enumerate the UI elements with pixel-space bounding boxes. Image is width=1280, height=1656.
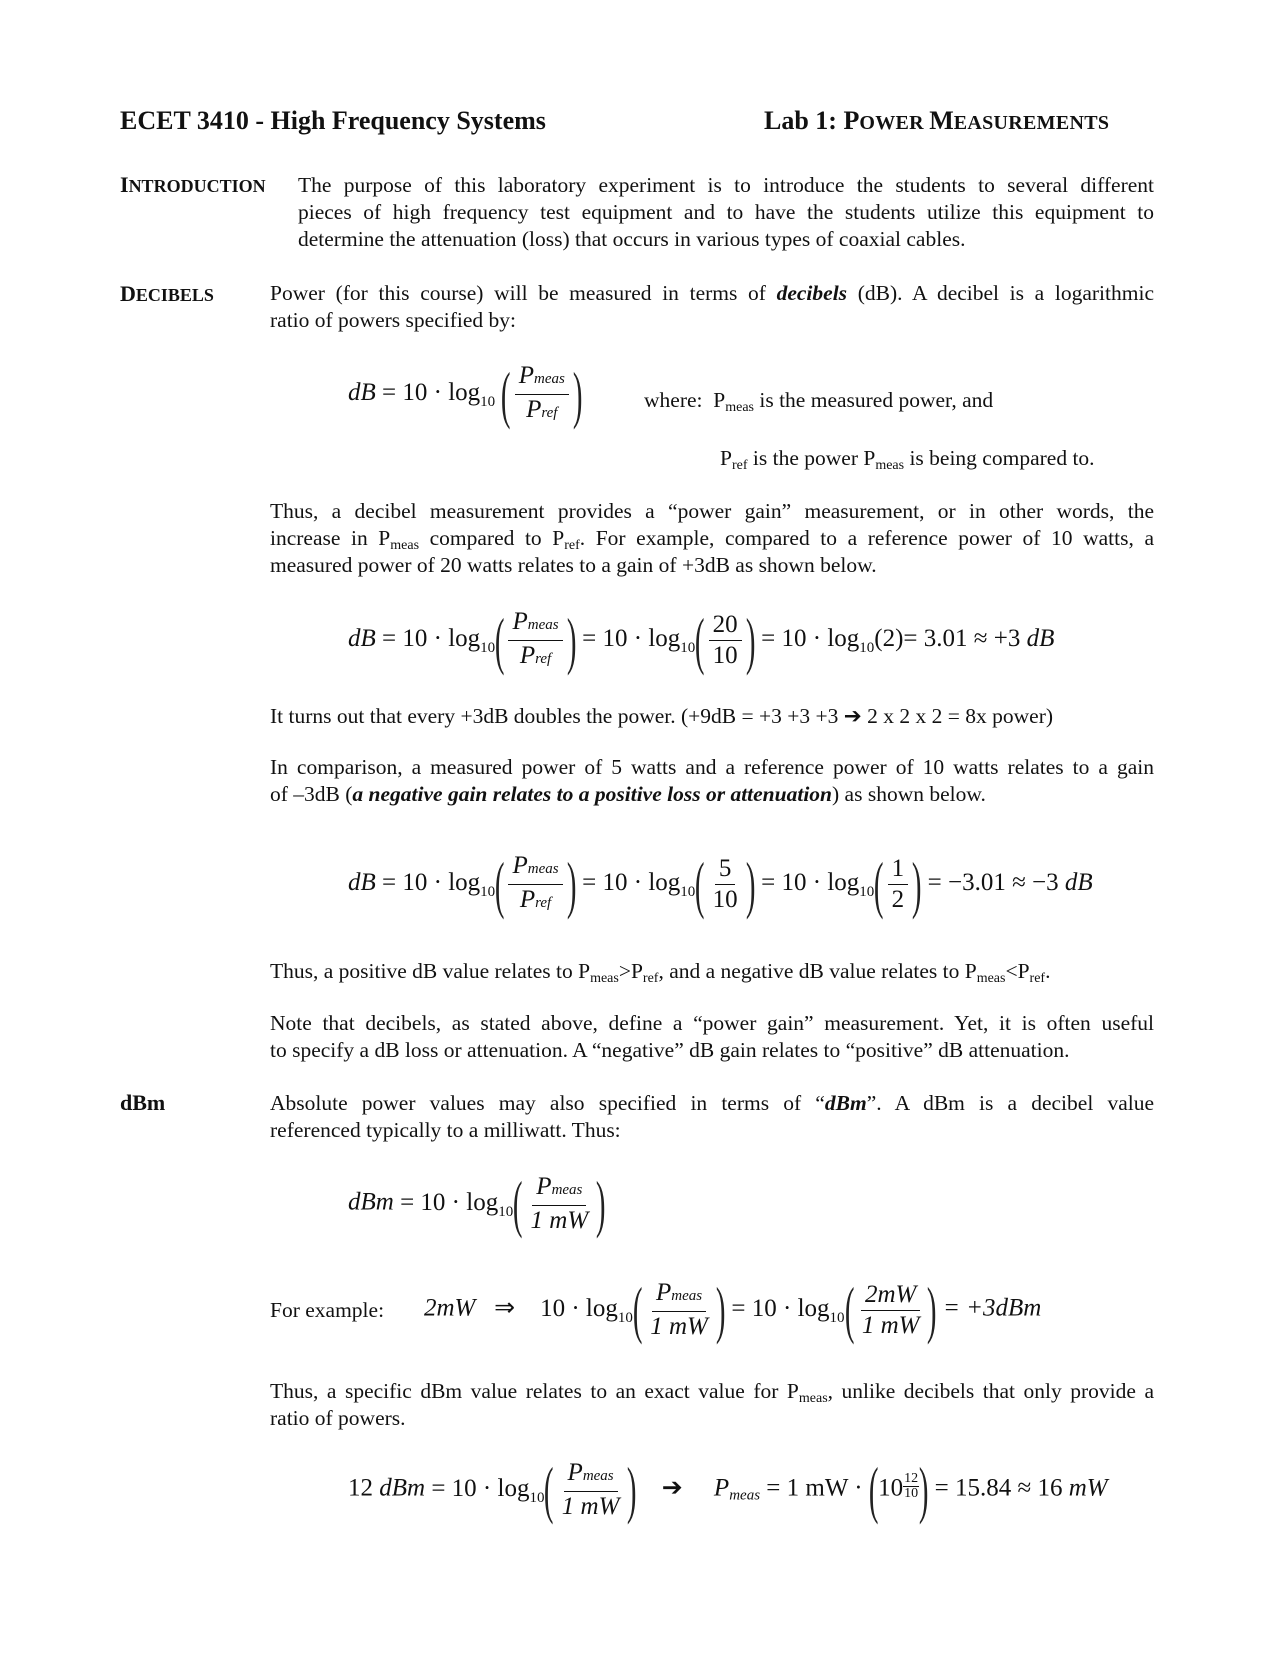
pos-sub3: meas <box>976 971 1006 986</box>
dbm-thus-b: , unlike decibels that only provide a <box>827 1379 1154 1403</box>
eq1-two: 2 <box>882 625 896 653</box>
lab-title-m: M <box>929 106 954 135</box>
eq4-result: = +3dBm <box>943 1294 1042 1322</box>
decibels-rest: ECIBELS <box>135 285 214 305</box>
positive-negative-line <box>270 958 1050 985</box>
eq2-unit: dB <box>1064 869 1093 897</box>
right-paren: ) <box>927 1274 937 1345</box>
eq5-exponent <box>903 1472 919 1501</box>
right-paren: ) <box>627 1454 637 1525</box>
eq2-frac-1-2 <box>888 855 909 914</box>
pos-d: <P <box>1005 959 1030 983</box>
eq2-base2: 10 <box>680 884 696 901</box>
left-paren: ( <box>495 604 505 676</box>
pref-sub: ref <box>731 458 748 473</box>
section-introduction-label <box>120 172 266 198</box>
decibels-line1-a: Power (for this course) will be measured in terms of <box>270 281 777 305</box>
eq4-den2: 1 mW <box>861 1311 920 1339</box>
lab-title-ower: OWER <box>859 112 930 134</box>
eq4-base2: 10 <box>829 1309 845 1326</box>
left-paren: ( <box>844 1274 854 1345</box>
right-paren: ) <box>918 1454 929 1525</box>
eq-log <box>382 379 496 411</box>
left-paren: ( <box>495 848 505 920</box>
thus-gain-paragraph <box>270 498 1154 579</box>
pref-p: P <box>720 446 732 470</box>
eq1-den: 10 <box>712 642 738 669</box>
where-line <box>644 387 993 414</box>
fraction-pmeas-pref <box>515 362 569 427</box>
decibels-line2: ratio of powers specified by: <box>270 308 516 332</box>
thus1-line2-b: compared to P <box>419 526 565 550</box>
eq2-end: = −3.01 ≈ −3 <box>927 869 1065 897</box>
eq2-num2: 1 <box>888 855 909 885</box>
intro-line2: pieces of high frequency test equipment and to have the students utilize this equipment to <box>298 200 1154 224</box>
p-symbol: P <box>655 1279 672 1306</box>
intro-line1: The purpose of this laboratory experiment is to introduce the students to several different <box>298 173 1154 197</box>
equation-12dbm <box>348 1454 1108 1525</box>
pref-mid: is the power P <box>747 446 876 470</box>
doubles-line: It turns out that every +3dB doubles the power. (+9dB = +3 +3 +3 ➔ 2 x 2 x 2 = 8x power) <box>270 704 1054 728</box>
section-dbm-label: dBm <box>120 1090 166 1115</box>
decibels-line1 <box>270 280 1154 307</box>
eq5-final: = 15.84 ≈ 16 <box>934 1474 1069 1502</box>
intro-line3: determine the attenuation (loss) that occurs in various types of coaxial cables. <box>298 227 966 251</box>
thus1-line1: Thus, a decibel measurement provides a “power gain” measurement, or in other words, the <box>270 499 1154 523</box>
decibels-line1-c: (dB). A decibel is a logarithmic <box>847 281 1154 305</box>
eq1-frac-20-10 <box>709 611 742 670</box>
eq5-den: 1 mW <box>561 1493 620 1520</box>
right-paren: ) <box>572 358 583 430</box>
eq-db-lhs: dB <box>348 379 376 407</box>
eq2-frac-p <box>508 852 562 917</box>
left-paren: ( <box>632 1274 643 1345</box>
thus1-line2 <box>270 525 1154 552</box>
course-title: ECET 3410 - High Frequency Systems <box>120 106 546 135</box>
eq5-ten: 10 <box>878 1474 904 1502</box>
eq5-dbm: dBm <box>379 1474 426 1502</box>
eq4-frac-p <box>646 1279 712 1341</box>
pref-sub2: meas <box>875 458 905 473</box>
decibels-intro <box>270 280 1154 334</box>
thus1-line2-a: increase in P <box>270 526 391 550</box>
equation-plus3db: dB = $10 \cdot \log_{10}$( $\frac{\text{Pmeas}}{\text{Pref}}$ ) = $10 \cdot \log_{10}$( $\frac{20}{10}$ ) = $10 \cdot \log_{10}(2)= 3.01 \approx +3$ dB <box>348 604 1055 676</box>
note-line2: to specify a dB loss or attenuation. A “negative” dB gain relates to “positive” dB attenuation. <box>270 1038 1070 1062</box>
equation-dbm-definition <box>348 1168 606 1239</box>
eq-ten-log: = 10 · log <box>382 379 481 407</box>
p-symbol: P <box>519 886 536 913</box>
eq4-ten-log: 10 · log <box>540 1294 618 1322</box>
right-paren: ) <box>911 848 922 920</box>
right-paren: ) <box>745 604 756 676</box>
intro-i: I <box>120 172 129 197</box>
eq4-den: 1 mW <box>650 1313 708 1340</box>
compare-line2-c: ) as shown below. <box>832 782 986 806</box>
eq5-frac <box>558 1459 624 1521</box>
ref-sub: ref <box>535 895 552 911</box>
eq2-base: 10 <box>480 884 496 901</box>
where-rest: is the measured power, and <box>753 388 994 412</box>
eq4-base: 10 <box>617 1309 633 1326</box>
meas-sub: meas <box>551 1182 583 1198</box>
dbm-intro <box>270 1090 1154 1144</box>
meas-sub: meas <box>582 1468 614 1484</box>
dbm-thus-line1 <box>270 1378 1154 1405</box>
eq1-base: 10 <box>480 640 496 657</box>
meas-sub: meas <box>671 1288 703 1304</box>
left-paren: ( <box>874 848 884 920</box>
p-symbol: P <box>536 1173 552 1200</box>
eq2-frac-5-10 <box>709 855 742 914</box>
eq1-base2: 10 <box>680 640 696 657</box>
lab-title-easurements: EASUREMENTS <box>953 112 1110 134</box>
intro-rest: NTRODUCTION <box>128 176 266 196</box>
eq1-num: 20 <box>709 611 742 641</box>
intro-paragraph <box>298 172 1154 253</box>
eq2-num: 5 <box>715 855 736 885</box>
pos-sub2: ref <box>642 971 659 986</box>
dbm-thus-paragraph <box>270 1378 1154 1432</box>
note-paragraph <box>270 1010 1154 1064</box>
eq1-lhs: dB <box>348 625 376 653</box>
eq5-exp-num: 12 <box>904 1470 919 1486</box>
dbm-thus-a: Thus, a specific dBm value relates to an exact value for P <box>270 1379 799 1403</box>
eq5-1mw: = 1 mW · <box>766 1474 863 1502</box>
dbm-line1-c: ”. A dBm is a decibel value <box>866 1091 1155 1115</box>
pref-rest: is being compared to. <box>904 446 1095 470</box>
right-paren: ) <box>596 1168 606 1239</box>
lab-prefix: Lab 1: <box>764 106 844 135</box>
left-paren: ( <box>695 848 705 920</box>
meas-sub: meas <box>527 861 559 877</box>
eq2-den: 10 <box>712 886 738 913</box>
dbm-line2: referenced typically to a milliwatt. Thus: <box>270 1118 621 1142</box>
dbm-term: dBm <box>824 1091 867 1115</box>
where-p: P <box>713 388 726 412</box>
pos-b: >P <box>618 959 643 983</box>
eq2-lhs: dB <box>348 869 376 897</box>
p-symbol: P <box>518 362 534 389</box>
compare-line1: In comparison, a measured power of 5 watts and a reference power of 10 watts relates to a gain <box>270 755 1154 779</box>
where-sub: meas <box>725 400 754 415</box>
eq1-unit: dB <box>1026 625 1055 653</box>
p-symbol: P <box>567 1459 583 1486</box>
left-paren: ( <box>501 358 511 430</box>
eq5-base: 10 <box>529 1489 545 1506</box>
compare-line2 <box>270 781 1154 808</box>
p-symbol: P <box>519 642 536 669</box>
eq3-frac <box>527 1173 593 1235</box>
p-symbol: P <box>512 852 528 879</box>
eq3-base: 10 <box>498 1203 514 1220</box>
eq3-den: 1 mW <box>530 1207 589 1234</box>
decibels-term: decibels <box>776 281 848 305</box>
eq5-12: 12 <box>348 1474 380 1502</box>
compare-line2-a: of –3dB ( <box>270 782 353 806</box>
compare-line2-bold: a negative gain relates to a positive loss or attenuation <box>352 782 833 806</box>
note-line1: Note that decibels, as stated above, define a “power gain” measurement. Yet, it is often useful <box>270 1011 1154 1035</box>
pos-a: Thus, a positive dB value relates to P <box>270 959 591 983</box>
left-paren: ( <box>695 604 705 676</box>
eq5-unit: mW <box>1068 1474 1108 1502</box>
dbm-thus-sub: meas <box>798 1391 828 1406</box>
equation-db-definition <box>348 358 583 430</box>
lab-title-p: P <box>843 106 860 135</box>
eq5-exp-den: 10 <box>904 1485 919 1501</box>
left-paren: ( <box>544 1454 554 1525</box>
thus1-sub1: meas <box>390 538 420 553</box>
pos-sub1: meas <box>590 971 619 986</box>
eq2-ten-log: = 10 · log <box>382 869 481 897</box>
eq5-p: P <box>713 1474 730 1502</box>
where-label: where: <box>644 388 703 412</box>
dbm-line1 <box>270 1090 1154 1117</box>
right-paren: ) <box>566 604 577 676</box>
eq4-num2: 2mW <box>864 1280 917 1308</box>
eq4-2mw: 2mW <box>424 1294 476 1322</box>
dbm-thus-line2: ratio of powers. <box>270 1406 406 1430</box>
eq4-tail: = 10 · log <box>731 1294 830 1322</box>
eq2-base3: 10 <box>859 884 875 901</box>
ref-sub: ref <box>541 405 558 421</box>
right-paren: ) <box>566 848 577 920</box>
right-paren: ) <box>745 848 756 920</box>
dbm-line1-a: Absolute power values may also specified in terms of “ <box>270 1091 825 1115</box>
pos-sub4: ref <box>1029 971 1046 986</box>
equation-minus3db <box>348 848 1093 920</box>
left-paren: ( <box>513 1168 523 1239</box>
eq3-lhs: dBm <box>348 1188 394 1216</box>
pos-c: , and a negative dB value relates to P <box>658 959 977 983</box>
ref-sub: ref <box>535 651 552 667</box>
p-symbol: P <box>512 608 528 635</box>
eq4-frac-2mw <box>858 1281 924 1340</box>
eq1-end: = 3.01 ≈ +3 <box>903 625 1027 653</box>
arrow-icon: ➔ <box>661 1474 683 1502</box>
thus1-line2-c: . For example, compared to a reference power of 10 watts, a <box>579 526 1154 550</box>
comparison-paragraph <box>270 754 1154 808</box>
equation-2mw-example <box>424 1274 1042 1345</box>
meas-sub: meas <box>527 617 559 633</box>
example-label: For example: <box>270 1298 385 1322</box>
section-decibels-label <box>120 281 214 307</box>
eq2-tail2: = 10 · log <box>761 869 860 897</box>
eq2-tail: = 10 · log <box>582 869 681 897</box>
thus1-line3: measured power of 20 watts relates to a gain of +3dB as shown below. <box>270 553 877 577</box>
p-symbol: P <box>526 396 542 423</box>
thus1-sub2: ref <box>564 538 580 553</box>
decibels-d: D <box>120 281 136 306</box>
eq5-meas: meas <box>729 1487 761 1504</box>
eq1-tail2: = 10 · log <box>761 625 860 653</box>
pref-line <box>720 445 1095 472</box>
eq3-ten-log: = 10 · log <box>400 1188 499 1216</box>
lab-title <box>764 106 1109 136</box>
meas-sub: meas <box>534 371 565 387</box>
eq1-base3: 10 <box>859 640 875 657</box>
right-paren: ) <box>715 1274 726 1345</box>
implies-icon: ⇒ <box>494 1294 516 1322</box>
eq5-ten-log: = 10 · log <box>431 1474 530 1502</box>
left-paren: ( <box>868 1454 879 1525</box>
eq-base: 10 <box>480 394 496 411</box>
eq1-frac-p <box>508 608 562 673</box>
pos-e: . <box>1045 959 1051 983</box>
eq1-ten-log: = 10 · log <box>382 625 481 653</box>
eq2-den2: 2 <box>891 886 905 913</box>
eq1-tail: = 10 · log <box>582 625 681 653</box>
